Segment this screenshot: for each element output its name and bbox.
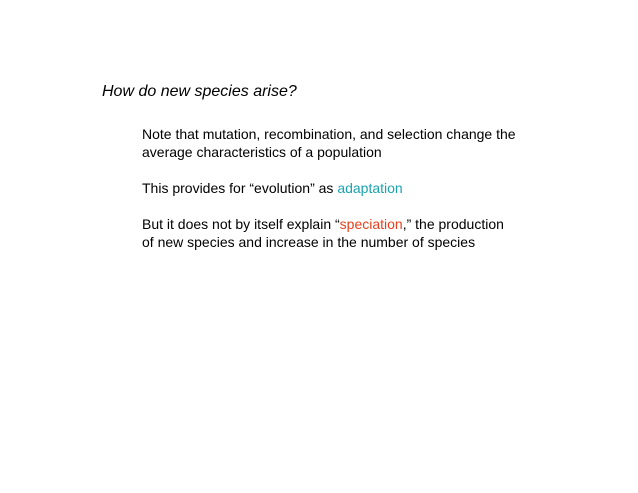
paragraph-mutation-line-2: average characteristics of a population [142, 144, 382, 160]
paragraph-mutation-line-1: Note that mutation, recombination, and selection change the [142, 126, 516, 142]
paragraph-speciation-text-before: But it does not by itself explain “ [142, 216, 340, 232]
highlight-speciation: speciation [339, 216, 403, 232]
highlight-adaptation: adaptation [337, 180, 403, 196]
paragraph-evolution-text: This provides for “evolution” as [142, 180, 338, 196]
paragraph-mutation [142, 125, 602, 161]
paragraph-speciation-text-after: ,” the production [402, 216, 504, 232]
paragraph-speciation-line-2: of new species and increase in the number of species [142, 234, 476, 250]
paragraph-evolution [142, 179, 602, 197]
slide-title: How do new species arise? [102, 83, 297, 100]
slide-body [142, 125, 602, 269]
paragraph-speciation [142, 215, 602, 251]
